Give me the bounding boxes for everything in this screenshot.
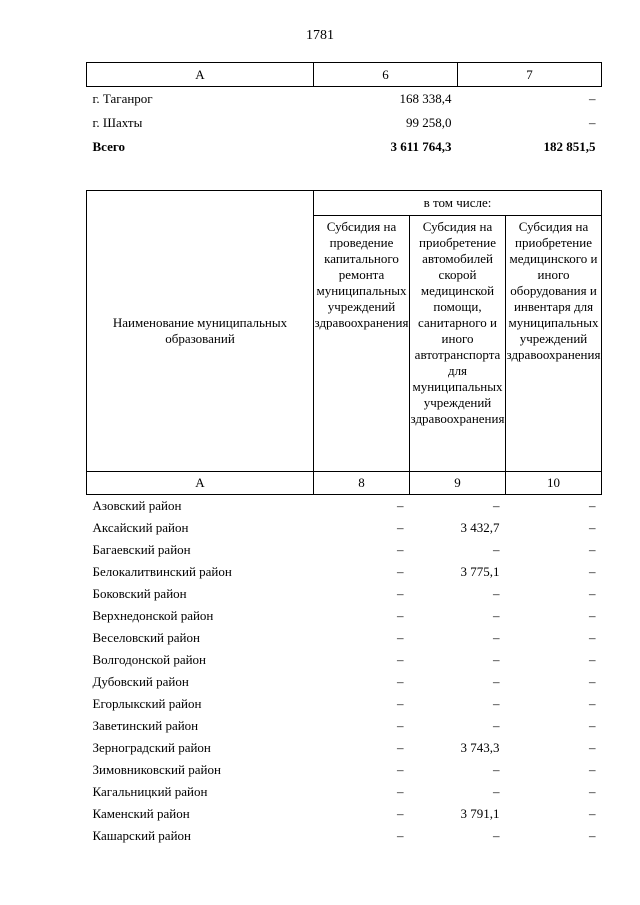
- value-col-10: –: [589, 564, 596, 579]
- value-col-10: –: [589, 718, 596, 733]
- table-row: [87, 693, 602, 715]
- value-col-6: 168 338,4: [399, 91, 452, 106]
- summary-table: [86, 62, 602, 159]
- column-number-row: [87, 472, 602, 495]
- municipality-name: Веселовский район: [92, 630, 200, 645]
- table-row: [87, 781, 602, 803]
- col-number-a: А: [87, 472, 314, 495]
- table-row: [87, 561, 602, 583]
- value-col-8: –: [397, 608, 404, 623]
- value-col-10: –: [589, 520, 596, 535]
- col-header-a: А: [87, 63, 314, 87]
- municipality-name: Верхнедонской район: [92, 608, 214, 623]
- col-number-10: 10: [506, 472, 602, 495]
- table-row: [87, 517, 602, 539]
- value-col-8: –: [397, 762, 404, 777]
- table-row: [87, 715, 602, 737]
- table-row: [87, 87, 602, 112]
- value-col-9: 3 432,7: [460, 520, 500, 535]
- table-row: [87, 605, 602, 627]
- municipality-name: Волгодонской район: [92, 652, 207, 667]
- table-row: [87, 825, 602, 847]
- value-col-8: –: [397, 498, 404, 513]
- capital-repair-subsidy-header: Субсидия на проведение капитального ремонта муниципальных учреждений здравоохранения: [314, 216, 410, 472]
- value-col-9: –: [493, 586, 500, 601]
- including-header: в том числе:: [314, 191, 602, 216]
- municipality-name: г. Таганрог: [92, 91, 153, 106]
- value-col-7: –: [589, 115, 596, 130]
- value-col-10: –: [589, 652, 596, 667]
- value-col-10: –: [589, 542, 596, 557]
- subsidy-table: [86, 190, 602, 847]
- municipality-name: Белокалитвинский район: [92, 564, 232, 579]
- value-col-10: –: [589, 762, 596, 777]
- value-col-6: 3 611 764,3: [390, 139, 452, 154]
- value-col-8: –: [397, 806, 404, 821]
- value-col-8: –: [397, 564, 404, 579]
- value-col-7: 182 851,5: [543, 139, 596, 154]
- value-col-6: 99 258,0: [406, 115, 452, 130]
- value-col-9: –: [493, 630, 500, 645]
- subsidy-table-body: [87, 495, 602, 848]
- equipment-subsidy-header: Субсидия на приобретение медицинского и иного оборудования и инвентаря для муниципальных учреждений здравоохранения: [506, 216, 602, 472]
- value-col-9: –: [493, 718, 500, 733]
- value-col-9: 3 775,1: [460, 564, 500, 579]
- table-row: [87, 649, 602, 671]
- table-row: [87, 539, 602, 561]
- value-col-8: –: [397, 784, 404, 799]
- value-col-8: –: [397, 520, 404, 535]
- summary-table-header: [87, 63, 602, 87]
- value-col-9: 3 743,3: [460, 740, 500, 755]
- municipality-name: Аксайский район: [92, 520, 189, 535]
- value-col-7: –: [589, 91, 596, 106]
- value-col-10: –: [589, 608, 596, 623]
- value-col-9: –: [493, 652, 500, 667]
- table-row: [87, 671, 602, 693]
- value-col-8: –: [397, 586, 404, 601]
- value-col-10: –: [589, 828, 596, 843]
- value-col-9: –: [493, 674, 500, 689]
- value-col-8: –: [397, 652, 404, 667]
- table-row: [87, 803, 602, 825]
- municipality-name: Егорлыкский район: [92, 696, 202, 711]
- value-col-10: –: [589, 674, 596, 689]
- municipality-name: Азовский район: [92, 498, 182, 513]
- table-row: [87, 583, 602, 605]
- value-col-8: –: [397, 718, 404, 733]
- col-number-8: 8: [314, 472, 410, 495]
- value-col-8: –: [397, 542, 404, 557]
- municipality-name: Заветинский район: [92, 718, 199, 733]
- municipality-name: Зимовниковский район: [92, 762, 221, 777]
- table-row: [87, 759, 602, 781]
- value-col-9: –: [493, 784, 500, 799]
- col-header-6: 6: [314, 63, 458, 87]
- value-col-10: –: [589, 498, 596, 513]
- municipality-name: Кашарский район: [92, 828, 191, 843]
- value-col-9: –: [493, 762, 500, 777]
- municipality-name-header: Наименование муниципальных образований: [87, 191, 314, 472]
- value-col-9: –: [493, 828, 500, 843]
- value-col-10: –: [589, 696, 596, 711]
- value-col-8: –: [397, 828, 404, 843]
- table-row: [87, 737, 602, 759]
- value-col-8: –: [397, 630, 404, 645]
- table-row: [87, 495, 602, 518]
- municipality-name: Зерноградский район: [92, 740, 211, 755]
- col-header-7: 7: [458, 63, 602, 87]
- municipality-name: Боковский район: [92, 586, 187, 601]
- value-col-10: –: [589, 586, 596, 601]
- page-number: 1781: [306, 28, 334, 43]
- municipality-name: г. Шахты: [92, 115, 143, 130]
- value-col-8: –: [397, 674, 404, 689]
- value-col-10: –: [589, 740, 596, 755]
- col-number-9: 9: [410, 472, 506, 495]
- table-row: [87, 111, 602, 135]
- value-col-9: –: [493, 498, 500, 513]
- table-row: [87, 135, 602, 159]
- municipality-name: Багаевский район: [92, 542, 191, 557]
- value-col-9: –: [493, 608, 500, 623]
- value-col-8: –: [397, 696, 404, 711]
- value-col-9: –: [493, 696, 500, 711]
- value-col-9: –: [493, 542, 500, 557]
- value-col-10: –: [589, 806, 596, 821]
- vehicle-subsidy-header: Субсидия на приобретение автомобилей скорой медицинской помощи, санитарного и иного автотранспорта для муниципальных учреждений здравоохранения: [410, 216, 506, 472]
- value-col-9: 3 791,1: [460, 806, 500, 821]
- value-col-8: –: [397, 740, 404, 755]
- value-col-10: –: [589, 630, 596, 645]
- municipality-name: Всего: [92, 139, 125, 154]
- subsidy-table-group-row: [87, 191, 602, 216]
- municipality-name: Кагальницкий район: [92, 784, 208, 799]
- table-row: [87, 627, 602, 649]
- municipality-name: Дубовский район: [92, 674, 189, 689]
- value-col-10: –: [589, 784, 596, 799]
- municipality-name: Каменский район: [92, 806, 190, 821]
- summary-table-body: [87, 87, 602, 160]
